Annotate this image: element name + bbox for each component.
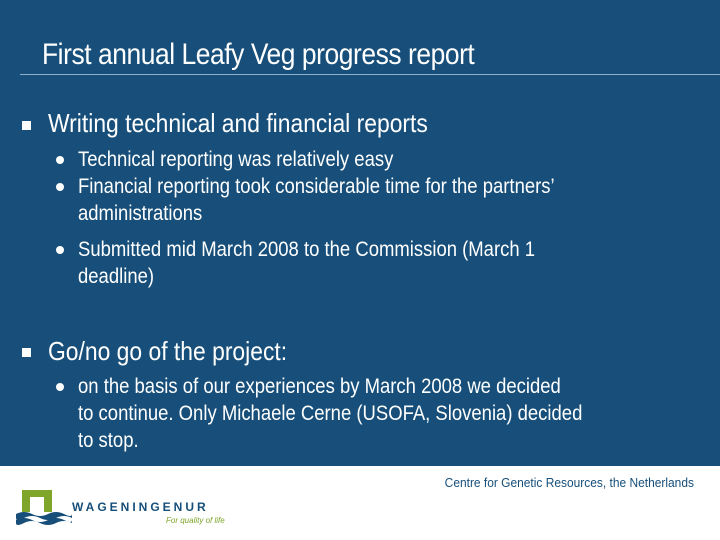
square-bullet-icon xyxy=(22,348,31,357)
slide-title: First annual Leafy Veg progress report xyxy=(42,38,475,71)
title-divider xyxy=(20,74,720,75)
dot-bullet-icon xyxy=(56,183,64,191)
bullet-line: deadline) xyxy=(78,265,155,288)
bullet-line: Submitted mid March 2008 to the Commission (March 1 xyxy=(78,238,536,261)
section-heading: Go/no go of the project: xyxy=(48,336,288,366)
bullet-line: administrations xyxy=(78,202,203,225)
square-bullet-icon xyxy=(22,121,31,130)
dot-bullet-icon xyxy=(56,156,64,164)
dot-bullet-icon xyxy=(56,246,64,254)
bullet-line: Technical reporting was relatively easy xyxy=(78,148,394,171)
section-heading: Writing technical and financial reports xyxy=(48,108,428,138)
bullet-line: to continue. Only Michaele Cerne (USOFA, Slovenia) decided xyxy=(78,402,583,425)
wageningen-logo-icon xyxy=(16,488,72,526)
logo-tagline: For quality of life xyxy=(166,516,225,525)
bullet-line: to stop. xyxy=(78,429,139,452)
bullet-line: on the basis of our experiences by March 2008 we decided xyxy=(78,375,561,398)
dot-bullet-icon xyxy=(56,383,64,391)
bullet-line: Financial reporting took considerable time for the partners’ xyxy=(78,175,555,198)
logo-wordmark: WAGENINGENUR xyxy=(72,500,209,514)
organization-name: Centre for Genetic Resources, the Netherlands xyxy=(444,475,694,490)
